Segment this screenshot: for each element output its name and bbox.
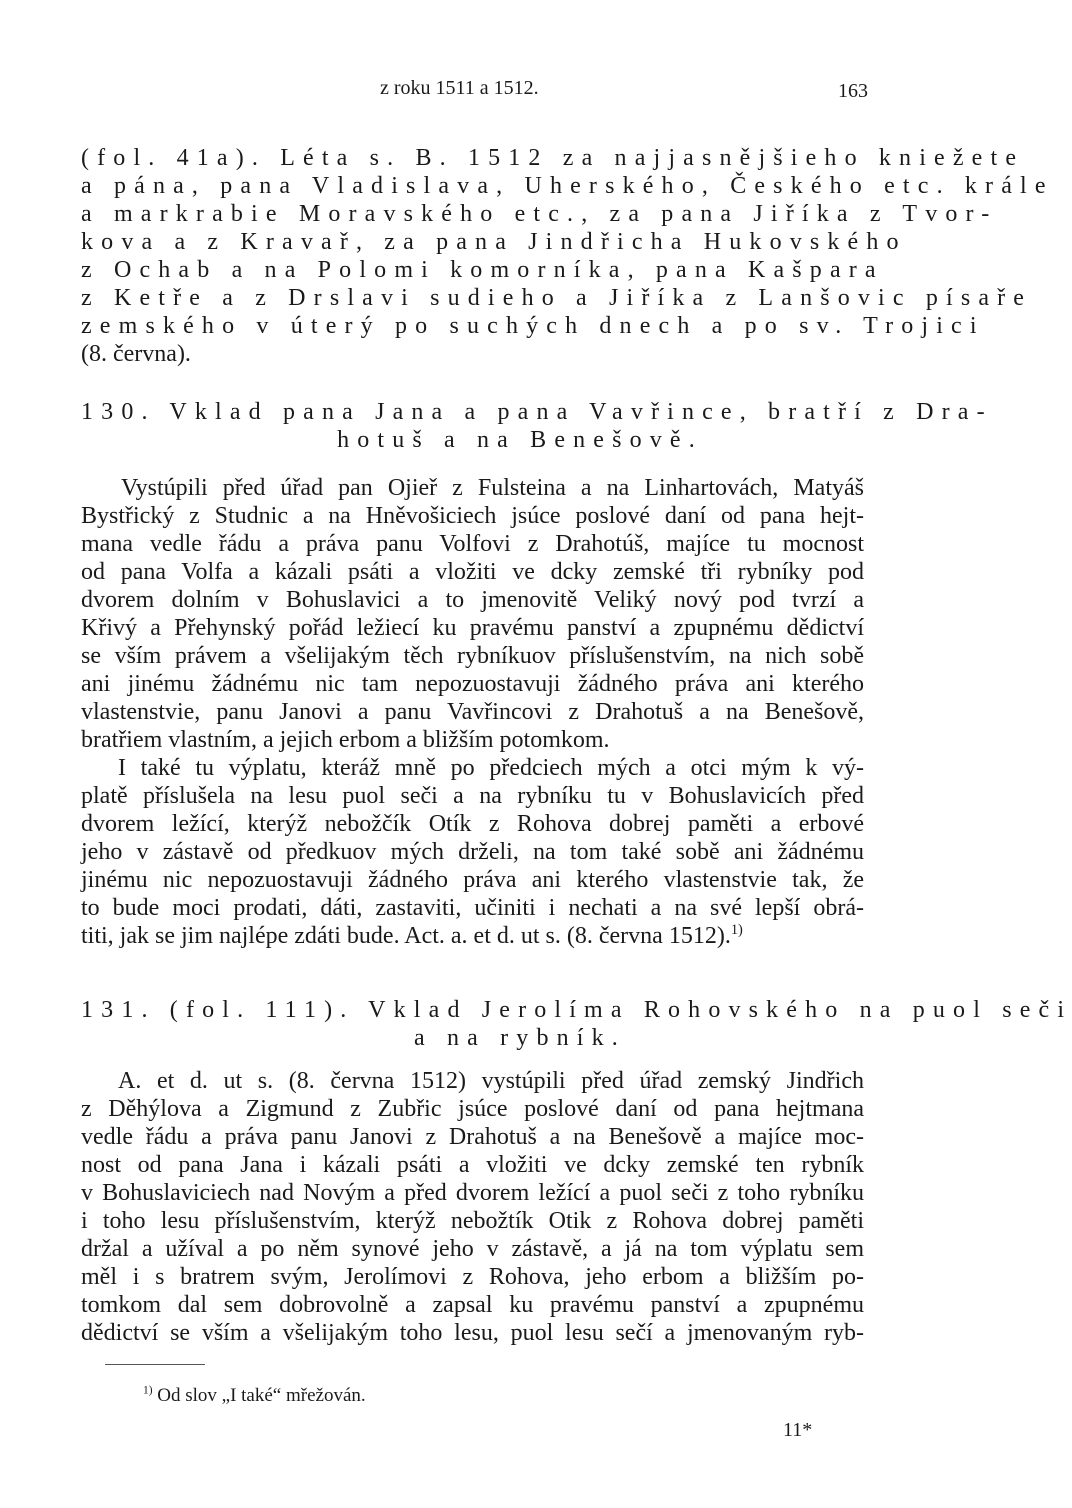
text-line: zemského v úterý po suchých dnech a po sv. Trojici	[81, 313, 985, 339]
text-line: vedle řádu a práva panu Janovi z Drahotuš a na Benešově a majíce moc-	[81, 1124, 864, 1150]
page-number: 163	[838, 80, 868, 102]
text-line	[81, 922, 743, 950]
footnote-reference: 1)	[730, 922, 743, 938]
footnote-divider	[105, 1364, 205, 1365]
text-line: ani jinému žádnému nic tam nepozuostavuji žádného práva ani kterého	[81, 671, 864, 697]
text-line: platě příslušela na lesu puol seči a na rybníku tu v Bohuslavicích před	[81, 783, 864, 809]
text-line: Vystúpili před úřad pan Ojieř z Fulsteina a na Linhartovách, Matyáš	[121, 475, 864, 501]
text-line: jinému nic nepozuostavuji žádného práva ani kterého vlastenstvie tak, že	[81, 867, 864, 893]
text-line: od pana Volfa a kázali psáti a vložiti ve dcky zemské tři rybníky pod	[81, 559, 864, 585]
text-line: (8. června).	[81, 341, 191, 367]
entry-title: 130. Vklad pana Jana a pana Vavřince, bratří z Dra-	[81, 399, 993, 425]
entry-title: 131. (fol. 111). Vklad Jerolíma Rohovského na puol seči	[81, 997, 1072, 1023]
text-line: držal a užíval a po něm synové jeho v zástavě, a já na tom výplatu sem	[81, 1236, 864, 1262]
footnote-text: Od slov „I také“ mřežován.	[157, 1385, 366, 1406]
text-line: a markrabie Moravského etc., za pana Jiříka z Tvor-	[81, 201, 998, 227]
text-line: to bude moci prodati, dáti, zastaviti, učiniti i nechati a na své lepší obrá-	[81, 895, 864, 921]
entry-title-continued: a na rybník.	[414, 1025, 626, 1051]
text-line: z Ochab a na Polomi komorníka, pana Kašpara	[81, 257, 884, 283]
text-line: dědictví se vším a všelijakým toho lesu, puol lesu sečí a jmenovaným ryb-	[81, 1320, 864, 1346]
text-line: (fol. 41a). Léta s. B. 1512 za najjasnějšieho kniežete	[81, 145, 1025, 171]
footnote-marker: 1)	[143, 1384, 153, 1397]
text-line: dvorem dolním v Bohuslavici a to jmenovitě Veliký nový pod tvrzí a	[81, 587, 864, 613]
text-line: se vším právem a všelijakým těch rybníkuov příslušenstvím, na nich sobě	[81, 643, 864, 669]
text-line: z Ketře a z Drslavi sudieho a Jiříka z Lanšovic písaře	[81, 285, 1033, 311]
text-line: měl i s bratrem svým, Jerolímovi z Rohova, jeho erbom a bližším po-	[81, 1264, 864, 1290]
text-line: Bystřický z Studnic a na Hněvošiciech jsúce poslové daní od pana hejt-	[81, 503, 864, 529]
text-line: jeho v zástavě od předkuov mých drželi, na tom také sobě ani žádnému	[81, 839, 864, 865]
text-line: bratřiem vlastním, a jejich erbom a bližším potomkom.	[81, 727, 610, 753]
footnote	[143, 1384, 366, 1408]
signature-mark: 11*	[783, 1419, 813, 1441]
text-line-body: titi, jak se jim najlépe zdáti bude. Act. a. et d. ut s. (8. června 1512).	[81, 923, 731, 949]
text-line: mana vedle řádu a práva panu Volfovi z Drahotúš, majíce tu mocnost	[81, 531, 864, 557]
running-title: z roku 1511 a 1512.	[380, 77, 539, 99]
text-line: kova a z Kravař, za pana Jindřicha Hukovského	[81, 229, 907, 255]
text-line: nost od pana Jana i kázali psáti a vložiti ve dcky zemské ten rybník	[81, 1152, 864, 1178]
entry-title-continued: hotuš a na Benešově.	[337, 427, 703, 453]
text-line: tomkom dal sem dobrovolně a zapsal ku pravému panství a zpupnému	[81, 1292, 864, 1318]
text-line: I také tu výplatu, kteráž mně po předciech mých a otci mým k vý-	[118, 755, 864, 781]
text-line: a pána, pana Vladislava, Uherského, Českého etc. krále	[81, 173, 1054, 199]
text-line: vlastenstvie, panu Janovi a panu Vavřincovi z Drahotuš a na Benešově,	[81, 699, 864, 725]
text-line: v Bohuslaviciech nad Novým a před dvorem ležící a puol seči z toho rybníku	[81, 1180, 864, 1206]
text-line: dvorem ležící, kterýž nebožčík Otík z Rohova dobrej paměti a erbové	[81, 811, 864, 837]
text-line: A. et d. ut s. (8. června 1512) vystúpili před úřad zemský Jindřich	[118, 1068, 864, 1094]
text-line: z Děhýlova a Zigmund z Zubřic jsúce poslové daní od pana hejtmana	[81, 1096, 864, 1122]
text-line: i toho lesu příslušenstvím, kterýž nebožtík Otik z Rohova dobrej paměti	[81, 1208, 864, 1234]
text-line: Křivý a Přehynský pořád ležiecí ku pravému panství a zpupnému dědictví	[81, 615, 864, 641]
